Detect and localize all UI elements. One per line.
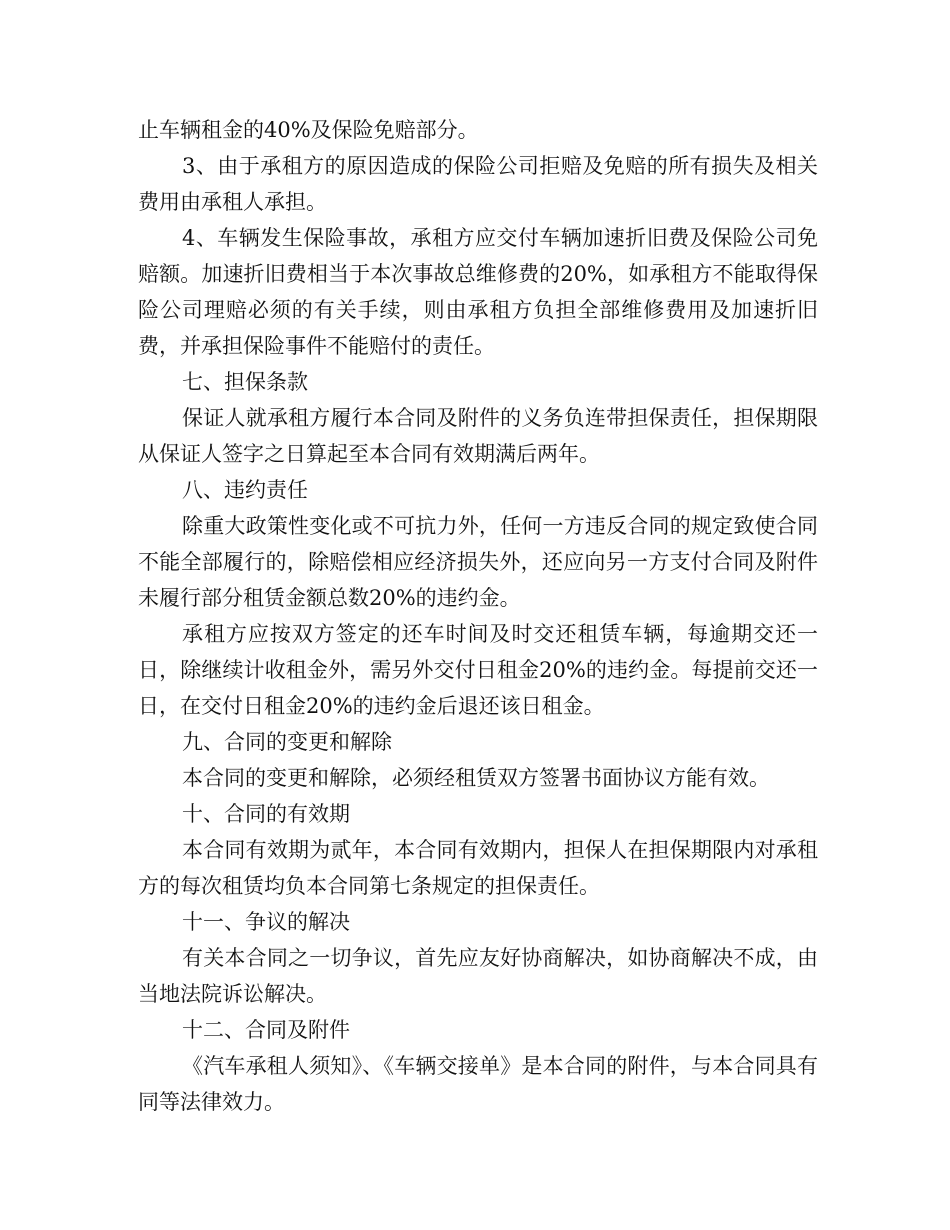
paragraph-late-return-penalty: 承租方应按双方签定的还车时间及时交还租赁车辆，每逾期交还一日，除继续计收租金外，需另外交付日租金20%的违约金。每提前交还一日，在交付日租金20%的违约金后退还该日租金。 <box>138 622 818 718</box>
paragraph-clause-3-insurance-refusal: 3、由于承租方的原因造成的保险公司拒赔及免赔的所有损失及相关费用由承租人承担。 <box>138 154 818 214</box>
paragraph-amendment-terms: 本合同的变更和解除，必须经租赁双方签署书面协议方能有效。 <box>182 766 770 790</box>
paragraph-guarantee-terms: 保证人就承租方履行本合同及附件的义务负连带担保责任，担保期限从保证人签字之日算起至本合同有效期满后两年。 <box>138 406 818 466</box>
paragraph-continuation-deductible: 止车辆租金的40%及保险免赔部分。 <box>138 118 479 142</box>
document-page <box>138 112 818 1120</box>
paragraph-dispute-resolution: 有关本合同之一切争议，首先应友好协商解决，如协商解决不成，由当地法院诉讼解决。 <box>138 946 818 1006</box>
section-heading-validity: 十、合同的有效期 <box>182 802 350 826</box>
paragraph-breach-penalty: 除重大政策性变化或不可抗力外，任何一方违反合同的规定致使合同不能全部履行的，除赔偿相应经济损失外，还应向另一方支付合同及附件未履行部分租赁金额总数20%的违约金。 <box>138 514 818 610</box>
section-heading-amendment: 九、合同的变更和解除 <box>182 730 392 754</box>
paragraph-clause-4-accelerated-depreciation: 4、车辆发生保险事故，承租方应交付车辆加速折旧费及保险公司免赔额。加速折旧费相当于本次事故总维修费的20%，如承租方不能取得保险公司理赔必须的有关手续，则由承租方负担全部维修费用及加速折旧费，并承担保险事件不能赔付的责任。 <box>138 226 818 358</box>
section-heading-disputes: 十一、争议的解决 <box>182 910 350 934</box>
paragraph-validity-terms: 本合同有效期为贰年，本合同有效期内，担保人在担保期限内对承租方的每次租赁均负本合同第七条规定的担保责任。 <box>138 838 818 898</box>
paragraph-attachments-terms: 《汽车承租人须知》、《车辆交接单》是本合同的附件，与本合同具有同等法律效力。 <box>138 1054 818 1114</box>
section-heading-breach: 八、违约责任 <box>182 478 308 502</box>
section-heading-guarantee: 七、担保条款 <box>182 370 308 394</box>
section-heading-attachments: 十二、合同及附件 <box>182 1018 350 1042</box>
